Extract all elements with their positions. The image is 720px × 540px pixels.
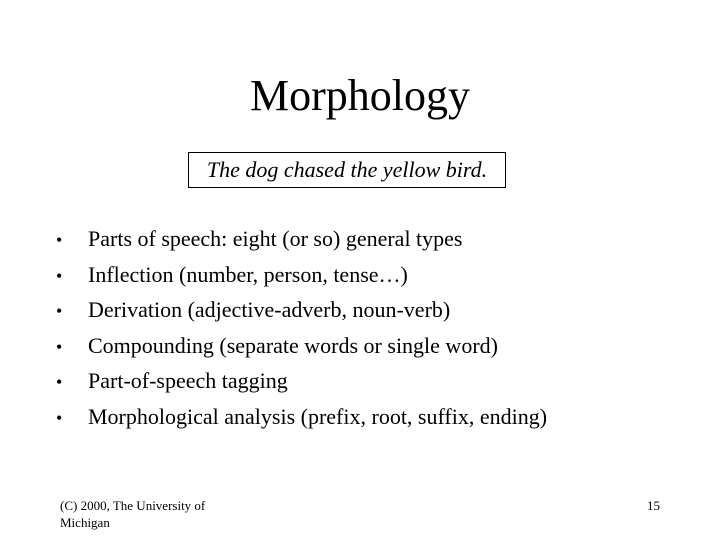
slide-title: Morphology [250,71,470,120]
bullet-text: Compounding (separate words or single word) [88,332,498,358]
list-item [56,258,547,294]
list-item [56,364,547,400]
footer-copyright: (C) 2000, The University of Michigan [60,498,206,530]
bullet-icon: • [56,265,63,286]
list-item [56,222,547,258]
list-item [56,293,547,329]
list-item [56,400,547,436]
bullet-text: Parts of speech: eight (or so) general types [88,226,463,251]
bullet-icon: • [56,336,63,357]
bullet-icon: • [56,407,63,428]
page-number: 15 [647,498,660,513]
list-item [56,329,547,365]
bullet-icon: • [56,230,63,250]
bullet-text: Morphological analysis (prefix, root, suffix, ending) [88,403,548,429]
bullet-icon: • [56,372,63,393]
example-sentence-box: The dog chased the yellow bird. [188,152,506,188]
bullet-text: Part-of-speech tagging [88,368,288,394]
bullet-list [56,222,547,436]
bullet-text: Inflection (number, person, tense…) [88,261,408,287]
bullet-text: Derivation (adjective-adverb, noun-verb) [88,297,451,323]
bullet-icon: • [56,301,63,322]
